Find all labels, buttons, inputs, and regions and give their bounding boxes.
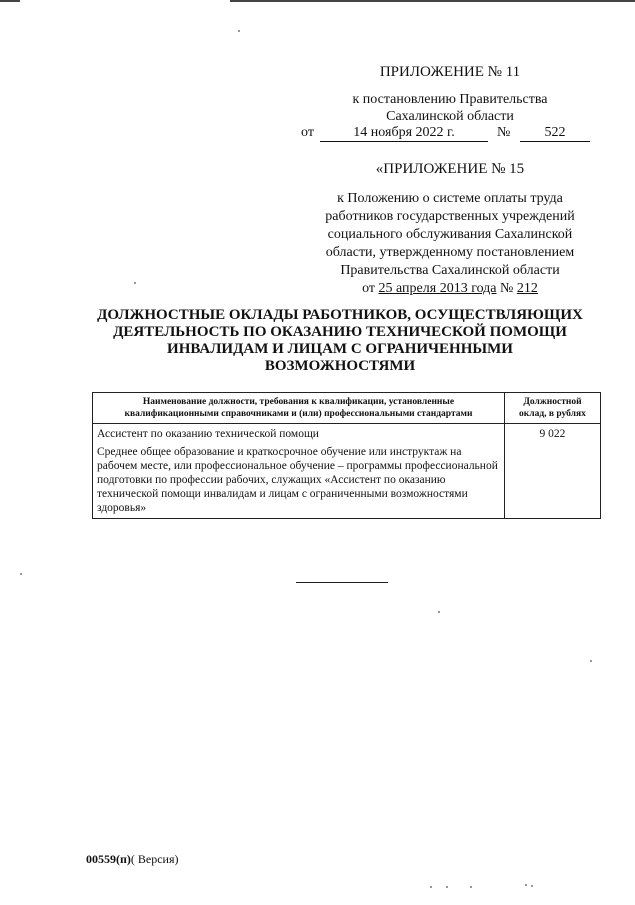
inner-appendix-line: области, утвержденному постановлением [325,245,575,260]
resolution-number: 522 [520,125,590,142]
scan-speck [446,886,448,888]
position-name: Ассистент по оказанию технической помощи [97,428,319,440]
title-line: ДОЛЖНОСТНЫЕ ОКЛАДЫ РАБОТНИКОВ, ОСУЩЕСТВЛЯЮЩИХ [97,307,583,323]
column-header-text: Должностной [523,397,582,407]
from-label: от [301,125,314,140]
inner-appendix-line: Правительства Сахалинской области [340,263,560,278]
inner-number-label: № [500,281,514,296]
closing-separator-line [296,582,388,583]
scan-speck [590,660,592,662]
scan-speck [438,611,440,613]
inner-appendix-date-line [300,280,600,298]
inner-appendix-line: социального обслуживания Сахалинской [327,227,573,242]
scan-speck [430,886,432,888]
table-header-row [93,393,601,424]
column-header-salary [504,393,600,424]
inner-resolution-date: 25 апреля 2013 года [378,281,497,296]
region-name: Сахалинской области [386,109,514,124]
column-header-text: Наименование должности, требования к квалификации, установленные [142,397,455,407]
document-code: 00559(п) [86,852,131,866]
inner-appendix-title: «ПРИЛОЖЕНИЕ № 15 [375,161,525,177]
position-cell [93,424,505,519]
appendix-title: ПРИЛОЖЕНИЕ № 11 [379,64,521,80]
inner-from-label: от [362,281,376,296]
table-row [93,424,601,519]
inner-resolution-number: 212 [516,281,538,296]
title-line: ДЕЯТЕЛЬНОСТЬ ПО ОКАЗАНИЮ ТЕХНИЧЕСКОЙ ПОМОЩИ [113,324,567,340]
scan-speck [238,30,240,32]
scan-speck [525,884,527,886]
resolution-date: 14 ноября 2022 г. [320,125,488,142]
number-label: № [497,125,511,140]
title-line: ВОЗМОЖНОСТЯМИ [264,358,416,374]
column-header-text: оклад, в рублях [519,409,586,419]
column-header-position [93,393,505,424]
title-line: ИНВАЛИДАМ И ЛИЦАМ С ОГРАНИЧЕННЫМИ [167,341,513,357]
resolution-reference: к постановлению Правительства [352,92,548,107]
document-footer [86,852,179,867]
salary-cell: 9 022 [504,424,600,519]
scan-speck [531,885,533,887]
salary-table [92,392,601,519]
scan-top-edge [0,0,635,3]
inner-appendix-line: к Положению о системе оплаты труда [337,191,563,206]
position-requirements: Среднее общее образование и краткосрочное обучение или инструктаж на рабочем месте, или профессиональное обучение – программы профессиональной подготовки по профессии рабочих, служащих «Ассистент по оказанию технической помощи инвалидам и лицам с ограниченными возможностями здоровья» [97,446,498,514]
document-version: ( Версия) [130,852,179,866]
scan-speck [470,886,472,888]
inner-appendix-line: работников государственных учреждений [325,209,575,224]
column-header-text: квалификационными справочниками и (или) профессиональными стандартами [124,409,473,419]
scan-speck [20,573,22,575]
scan-speck [134,282,136,284]
document-title [80,307,600,375]
